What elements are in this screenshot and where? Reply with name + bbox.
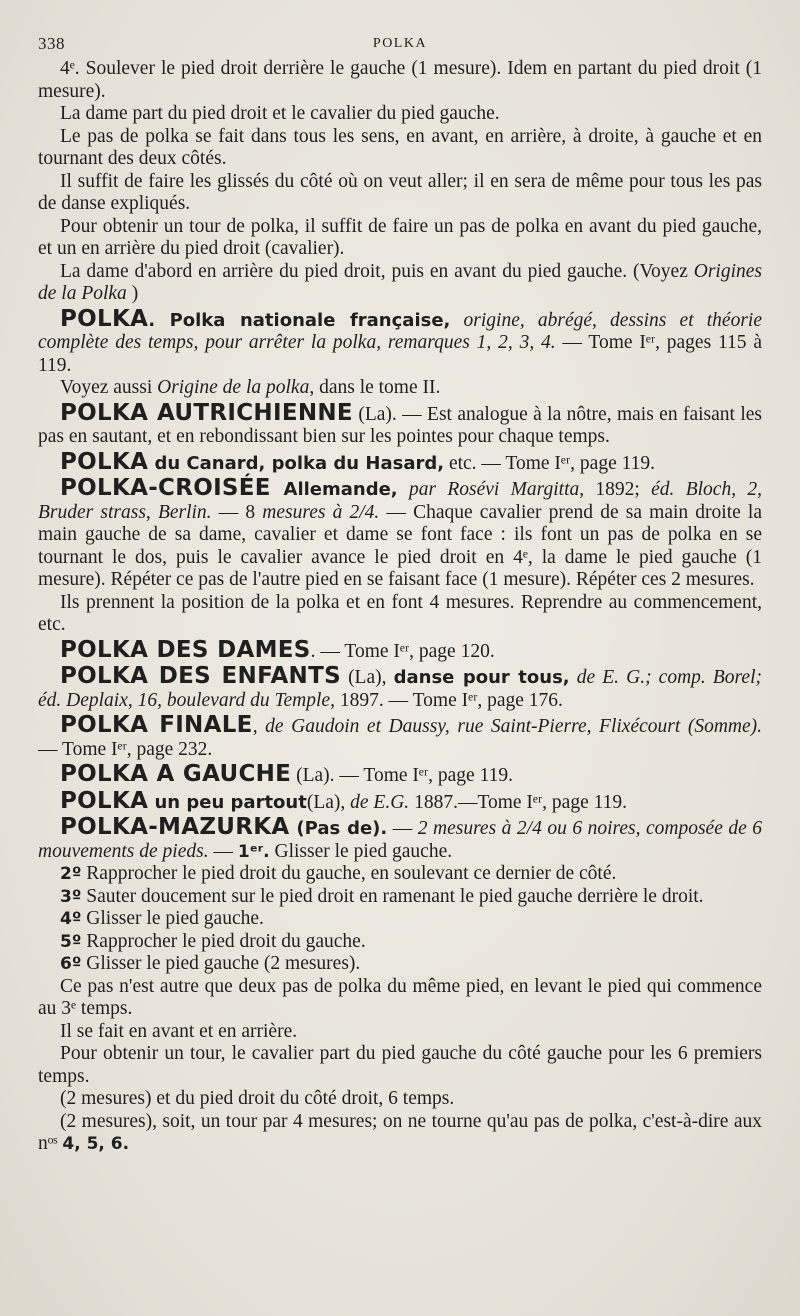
text: La dame d'abord en arrière du pied droit, puis en avant du pied gauche. (Voyez [60,260,694,282]
entry-polka-canard [38,448,762,476]
entry-text: (La). — Est analogue à la nôtre, mais en faisant les pas en sautant, et en rebondissant bien sur les pointes pour chaque temps. [38,403,762,447]
paragraph: Ils prennent la position de la polka et en font 4 mesures. Reprendre au commencement, etc. [38,591,762,635]
entry-reference: — Tome Iᵉʳ, page 232. [38,738,213,760]
step-text: Glisser le pied gauche. [269,840,453,862]
text: , dans le tome II. [309,377,441,398]
entry-measure: mesures à 2/4. [262,501,380,523]
entry-subtitle: danse pour tous, [393,667,570,688]
paragraph: Pour obtenir un tour, le cavalier part du pied gauche du côté gauche pour les 6 premiers temps. [38,1043,762,1087]
entry-headword: POLKA AUTRICHIENNE [60,399,353,426]
paragraph: La dame part du pied droit et le cavalier du pied gauche. [60,103,500,124]
entry-headword: POLKA FINALE [60,712,253,738]
entry-headword: POLKA DES ENFANTS [60,663,341,689]
page-header [38,30,762,58]
running-head: POLKA [372,36,428,51]
text: — 8 [211,501,263,523]
text: — [208,840,238,862]
entry-polka-mazurka [38,816,762,863]
step-number: 2º [60,864,82,884]
entry-author: par Rosévi Margitta, [397,479,585,500]
cross-reference: Origines de la Polka [38,260,762,304]
entry-details: de E. G.; comp. Borel; éd. Deplaix, 16, boulevard du Temple, [38,667,762,711]
text: , [252,716,266,737]
entry-polka [38,305,763,378]
text: — [387,818,418,839]
step-number: 3º [60,886,82,907]
paragraph [38,261,762,306]
step-number: 6º [60,954,82,974]
entry-polka-un-peu-partout [38,787,762,815]
paragraph [38,1111,762,1156]
entry-subtitle: un peu partout [148,791,307,813]
text: ) [126,283,139,304]
entry-details: origine, abrégé, dessins et théorie complète des temps, pour arrêter la polka, remarques 1, 2, 3, 4. [38,309,763,353]
entry-publisher: éd. Bloch, 2, Bruder strass, Berlin. [38,479,762,523]
entry-reference: 1887.—Tome Iᵉʳ, page 119. [409,791,628,813]
entry-subtitle: (Pas de). [289,818,388,839]
entry-headword: POLKA DES DAMES [60,636,311,663]
page-number: 338 [38,34,65,53]
entry-reference: (La). — Tome Iᵉʳ, page 119. [291,765,513,786]
entry-headword: POLKA [60,448,149,475]
step-item [38,908,762,931]
step-text: Rapprocher le pied droit du gauche, en soulevant ce dernier de côté. [81,863,617,884]
step-item [38,931,762,954]
paragraph: Le pas de polka se fait dans tous les sens, en avant, en arrière, à droite, à gauche et en tournant des deux côtés. [38,125,762,169]
entry-polka-des-dames [38,636,762,664]
entry-polka-finale [38,714,762,761]
text: (La), [306,791,351,813]
step-text: Glisser le pied gauche. [81,908,264,929]
step-number: 5º [60,931,82,952]
entry-author: de E.G. [350,791,410,813]
entry-reference: etc. — Tome Iᵉʳ, page 119. [444,452,656,474]
step-text: Rapprocher le pied droit du gauche. [81,930,366,952]
entry-text: — Chaque cavalier prend de sa main droite la main gauche de sa dame, cavalier et dame se font face : ils font un pas de polka en se tournant le dos, puis le cavalier avance le pied droit en 4ᵉ, la dame le pied gauche (1 mesure). Répéter ce pas de l'autre pied en se faisant face (1 mesure). Répéter ces 2 mesures. [38,501,762,590]
entry-reference: — Tome Iᵉʳ, pages 115 à 119. [38,332,762,376]
entry-details: 2 mesures à 2/4 ou 6 noires, composée de 6 mouvements de pieds. [38,818,763,862]
page-body [38,58,762,1156]
paragraph [38,377,762,400]
paragraph: (2 mesures) et du pied droit du côté droit, 6 temps. [60,1088,455,1109]
entry-subtitle: du Canard, polka du Hasard, [148,452,445,474]
paragraph: Il se fait en avant et en arrière. [60,1020,298,1042]
step-item [38,863,762,886]
text: (La), [340,667,394,688]
entry-headword: POLKA A GAUCHE [60,761,292,787]
step-number: 4º [60,909,82,929]
entry-reference: . — Tome Iᵉʳ, page 120. [310,640,495,662]
text: Voyez aussi [60,377,158,398]
entry-polka-croisee [38,477,762,592]
entry-details: de Gaudoin et Daussy, rue Saint-Pierre, Flixécourt (Somme). [265,716,763,737]
entry-headword: POLKA [60,787,149,814]
entry-reference: 1897. — Tome Iᵉʳ, page 176. [334,689,563,711]
step-text: Glisser le pied gauche (2 mesures). [81,953,361,974]
entry-year: 1892; [584,479,652,500]
step-text: Sauter doucement sur le pied droit en ramenant le pied gauche derrière le droit. [81,885,704,907]
paragraph: 4ᵉ. Soulever le pied droit derrière le gauche (1 mesure). Idem en partant du pied droit (1 mesure). [38,58,762,102]
paragraph: Ce pas n'est autre que deux pas de polka du même pied, en levant le pied qui commence au 3ᵉ temps. [38,975,762,1019]
step-number: 1ᵉʳ. [237,841,270,862]
paragraph: Il suffit de faire les glissés du côté où on veut aller; il en sera de même pour tous les pas de danse expliqués. [38,170,762,214]
paragraph: Pour obtenir un tour de polka, il suffit de faire un pas de polka en avant du pied gauche, et un en arrière du pied droit (cavalier). [38,215,762,259]
entry-polka-autrichienne [38,399,762,449]
cross-reference: Origine de la polka [157,377,310,398]
step-numbers: 4, 5, 6. [62,1134,130,1154]
entry-headword: POLKA-MAZURKA [60,814,290,840]
step-item [38,953,762,976]
entry-polka-a-gauche [38,763,762,788]
entry-headword: POLKA [60,305,149,332]
text: (2 mesures), soit, un tour par 4 mesures; on ne tourne qu'au pas de polka, c'est-à-dire aux nᵒˢ [38,1110,762,1154]
entry-headword: POLKA-CROISÉE [60,475,271,501]
step-item [38,886,762,909]
entry-subtitle: Allemande, [270,479,398,500]
entry-polka-des-enfants [38,665,762,712]
entry-subtitle: . Polka nationale française, [148,309,451,331]
